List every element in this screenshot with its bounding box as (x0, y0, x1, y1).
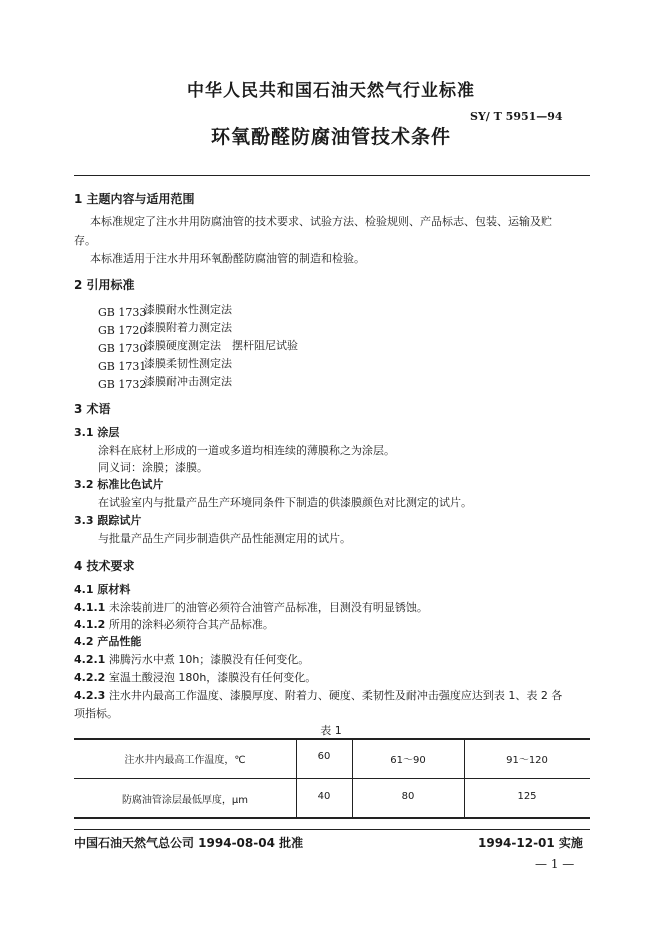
clause-4-2-heading: 4.2 产品性能 (74, 635, 142, 648)
reference-title: 漆膜硬度测定法 摆杆阻尼试验 (144, 339, 298, 352)
document-title: 环氧酚醛防腐油管技术条件 (210, 126, 451, 148)
clause-4-1-2 (74, 616, 274, 632)
table-bottom-rule (74, 817, 590, 819)
header-rule (74, 175, 590, 176)
clause-number: 4.1.2 (74, 618, 106, 631)
clause-text: 沸腾污水中煮 10h；漆膜没有任何变化。 (108, 653, 310, 666)
section-1-heading: 1 主题内容与适用范围 (74, 192, 195, 206)
table-cell: 61～90 (390, 755, 426, 766)
clause-4-1-1 (74, 599, 428, 615)
term-3-1-synonym: 同义词：涂膜；漆膜。 (98, 461, 208, 474)
clause-4-1-heading: 4.1 原材料 (74, 583, 131, 596)
table-cell: 防腐油管涂层最低厚度，μm (121, 795, 249, 806)
section-2-heading: 2 引用标准 (74, 278, 135, 292)
table-cell: 80 (401, 791, 415, 802)
effective-date: 1994-12-01 实施 (478, 836, 583, 850)
term-3-1-label: 3.1 涂层 (74, 426, 120, 439)
clause-number: 4.2.3 (74, 689, 106, 702)
section-4-heading: 4 技术要求 (74, 559, 135, 573)
reference-item (98, 373, 232, 392)
clause-text: 未涂装前进厂的油管必须符合油管产品标准，目测没有明显锈蚀。 (108, 601, 428, 614)
table-cell: 注水井内最高工作温度，℃ (124, 755, 246, 766)
reference-item (98, 337, 298, 356)
table-top-rule (74, 738, 590, 740)
reference-code: GB 1732 (98, 378, 147, 391)
clause-text: 所用的涂料必须符合其产品标准。 (108, 618, 274, 631)
clause-number: 4.2.1 (74, 653, 106, 666)
term-3-3-definition: 与批量产品生产同步制造供产品性能测定用的试片。 (98, 532, 351, 545)
clause-4-2-3-cont: 项指标。 (74, 707, 118, 720)
standard-code: SY/ T 5951—94 (470, 110, 563, 123)
clause-4-2-3 (74, 687, 562, 703)
approval-line: 中国石油天然气总公司 1994-08-04 批准 (74, 836, 304, 850)
reference-title: 漆膜耐水性测定法 (144, 303, 232, 316)
reference-title: 漆膜柔韧性测定法 (144, 357, 232, 370)
clause-number: 4.1.1 (74, 601, 106, 614)
table-cell: 40 (317, 791, 331, 802)
reference-code: GB 1731 (98, 360, 147, 373)
issuing-body-title: 中华人民共和国石油天然气行业标准 (187, 81, 475, 101)
term-3-1-definition: 涂料在底材上形成的一道或多道均相连续的薄膜称之为涂层。 (98, 444, 395, 457)
table-cell: 125 (517, 791, 537, 802)
reference-code: GB 1720 (98, 324, 147, 337)
table-caption: 表 1 (320, 724, 342, 737)
section-3-heading: 3 术语 (74, 402, 111, 416)
term-3-3-label: 3.3 跟踪试片 (74, 514, 142, 527)
term-3-2-definition: 在试验室内与批量产品生产环境同条件下制造的供漆膜颜色对比测定的试片。 (98, 496, 472, 509)
reference-code: GB 1730 (98, 342, 147, 355)
table-cell: 60 (317, 751, 331, 762)
section-1-paragraph-1: 本标准规定了注水井用防腐油管的技术要求、试验方法、检验规则、产品标志、包装、运输及贮 (90, 215, 552, 228)
reference-title: 漆膜附着力测定法 (144, 321, 232, 334)
clause-number: 4.2.2 (74, 671, 106, 684)
term-3-2-label: 3.2 标准比色试片 (74, 478, 164, 491)
section-1-paragraph-2: 本标准适用于注水井用环氧酚醛防腐油管的制造和检验。 (90, 252, 365, 265)
clause-4-2-1 (74, 651, 309, 667)
page-number: — 1 — (535, 857, 575, 871)
reference-item (98, 319, 232, 338)
clause-text: 室温土酸浸泡 180h，漆膜没有任何变化。 (108, 671, 317, 684)
table-row-rule (74, 778, 590, 779)
reference-item (98, 301, 232, 320)
table-column-rule (464, 738, 465, 818)
reference-item (98, 355, 232, 374)
reference-title: 漆膜耐冲击测定法 (144, 375, 232, 388)
section-1-paragraph-1-cont: 存。 (74, 234, 96, 247)
reference-code: GB 1733 (98, 306, 147, 319)
table-column-rule (352, 738, 353, 818)
clause-4-2-2 (74, 669, 316, 685)
footer-rule (74, 829, 590, 830)
table-cell: 91～120 (506, 755, 548, 766)
table-column-rule (296, 738, 297, 818)
table-1 (74, 738, 590, 818)
clause-text: 注水井内最高工作温度、漆膜厚度、附着力、硬度、柔韧性及耐冲击强度应达到表 1、表 2 各 (108, 689, 563, 702)
